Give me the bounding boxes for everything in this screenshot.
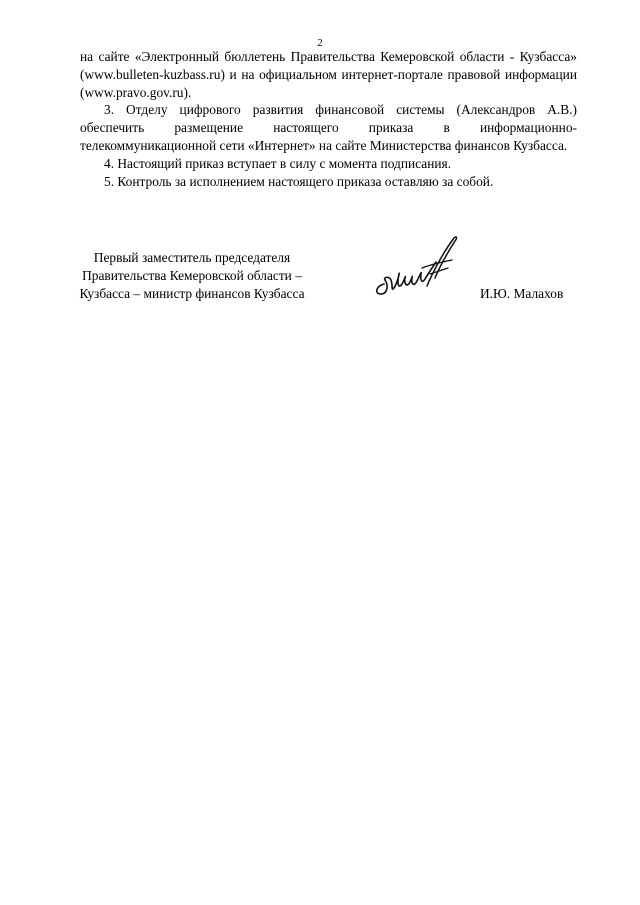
- signatory-title-line: Первый заместитель председателя: [93, 250, 291, 265]
- paragraph-item-4: 4. Настоящий приказ вступает в силу с момента подписания.: [104, 155, 452, 171]
- paragraph-item-3: 3. Отделу цифрового развития финансовой системы (Александров А.В.) обеспечить размещение настоящего приказа в информационно-телекоммуникационной сети «Интернет» на сайте Министерства финансов Кузбасса.: [80, 102, 577, 153]
- signatory-title-line: Правительства Кемеровской области –: [82, 267, 302, 283]
- document-body: [80, 48, 577, 190]
- paragraph-item-5: 5. Контроль за исполнением настоящего приказа оставляю за собой.: [104, 173, 494, 189]
- handwritten-signature-icon: [372, 232, 462, 298]
- signatory-name: И.Ю. Малахов: [480, 286, 564, 301]
- signatory-title: [52, 249, 332, 302]
- signatory-title-line: Кузбасса – министр финансов Кузбасса: [79, 285, 305, 301]
- page-number: 2: [317, 37, 323, 49]
- paragraph-continuation: на сайте «Электронный бюллетень Правительства Кемеровской области - Кузбасса» (www.bulleten-kuzbass.ru) и на официальном интернет-портале правовой информации (www.pravo.gov.ru).: [80, 49, 577, 100]
